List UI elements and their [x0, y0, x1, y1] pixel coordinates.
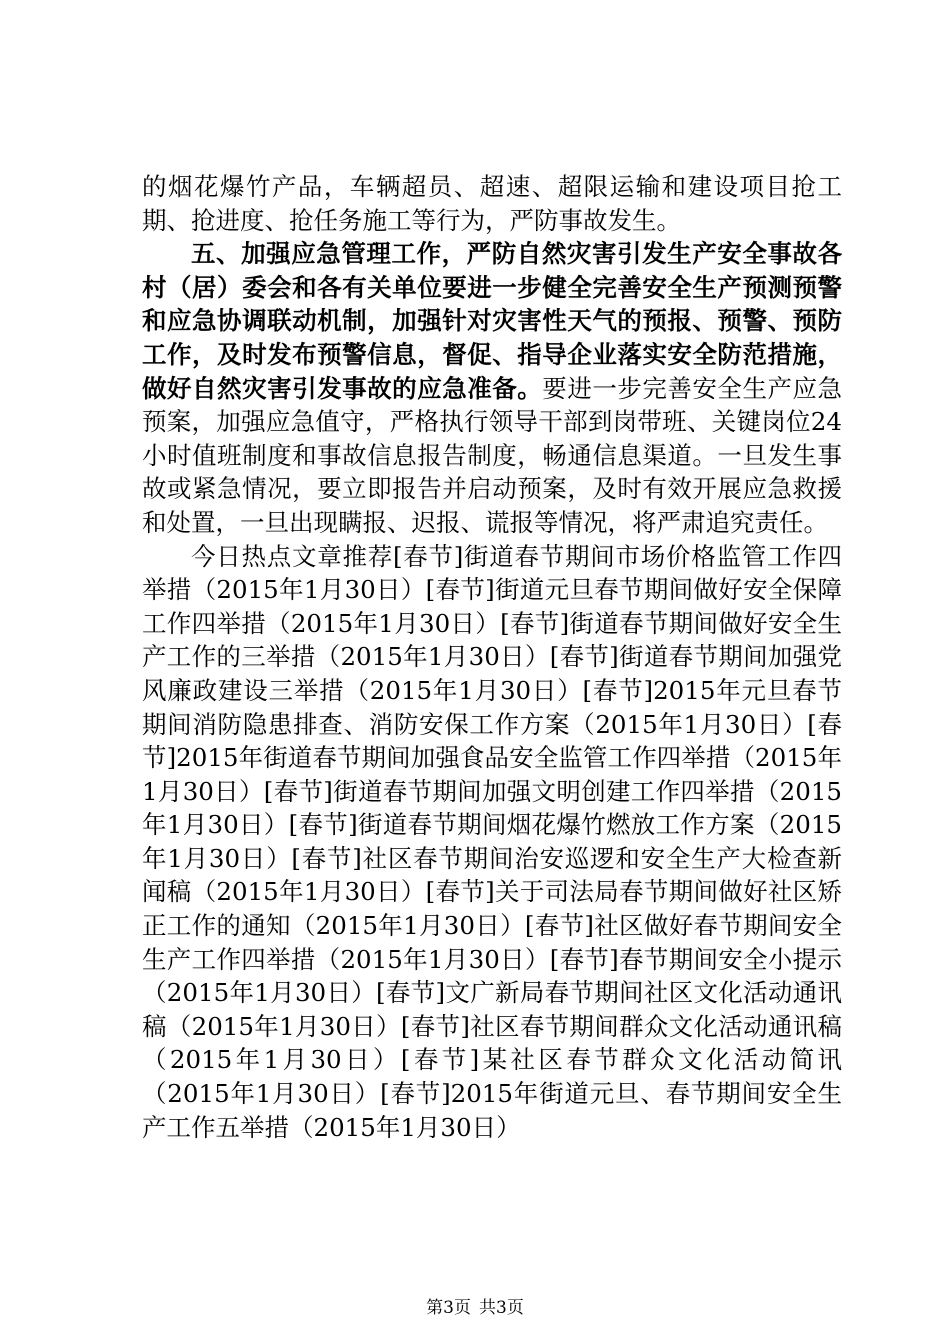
document-body — [142, 170, 842, 1144]
page-total: 共3页 — [479, 1298, 524, 1318]
section-five-body-text: 要进一步完善安全生产应急预案，加强应急值守，严格执行领导干部到岗带班、关键岗位24小时值班制度和事故信息报告制度，畅通信息渠道。一旦发生事故或紧急情况，要立即报告并启动预案，及时有效开展应急救援和处置，一旦出现瞒报、迟报、谎报等情况，将严肃追究责任。 — [142, 373, 842, 537]
paragraph-continuation: 的烟花爆竹产品，车辆超员、超速、超限运输和建设项目抢工期、抢进度、抢任务施工等行为，严防事故发生。 — [142, 172, 842, 235]
page-footer — [0, 1298, 950, 1318]
paragraph-section-five — [142, 237, 842, 539]
page-number: 第3页 — [426, 1298, 471, 1318]
section-five-bold-text: 五、加强应急管理工作，严防自然灾害引发生产安全事故各村（居）委会和各有关单位要进一步健全完善安全生产预测预警和应急协调联动机制，加强针对灾害性天气的预报、预警、预防工作，及时发布预警信息，督促、指导企业落实安全防范措施，做好自然灾害引发事故的应急准备。 — [142, 239, 842, 403]
paragraph-hot-articles: 今日热点文章推荐[春节]街道春节期间市场价格监管工作四举措（2015年1月30日）[春节]街道元旦春节期间做好安全保障工作四举措（2015年1月30日）[春节]街道春节期间做好安全生产工作的三举措（2015年1月30日）[春节]街道春节期间加强党风廉政建设三举措（2015年1月30日）[春节]2015年元旦春节期间消防隐患排查、消防安保工作方案（2015年1月30日）[春节]2015年街道春节期间加强食品安全监管工作四举措（2015年1月30日）[春节]街道春节期间加强文明创建工作四举措（2015年1月30日）[春节]街道春节期间烟花爆竹燃放工作方案（2015年1月30日）[春节]社区春节期间治安巡逻和安全生产大检查新闻稿（2015年1月30日）[春节]关于司法局春节期间做好社区矫正工作的通知（2015年1月30日）[春节]社区做好春节期间安全生产工作四举措（2015年1月30日）[春节]春节期间安全小提示（2015年1月30日）[春节]文广新局春节期间社区文化活动通讯稿（2015年1月30日）[春节]社区春节期间群众文化活动通讯稿（2015年1月30日）[春节]某社区春节群众文化活动简讯（2015年1月30日）[春节]2015年街道元旦、春节期间安全生产工作五举措（2015年1月30日） — [142, 541, 842, 1142]
